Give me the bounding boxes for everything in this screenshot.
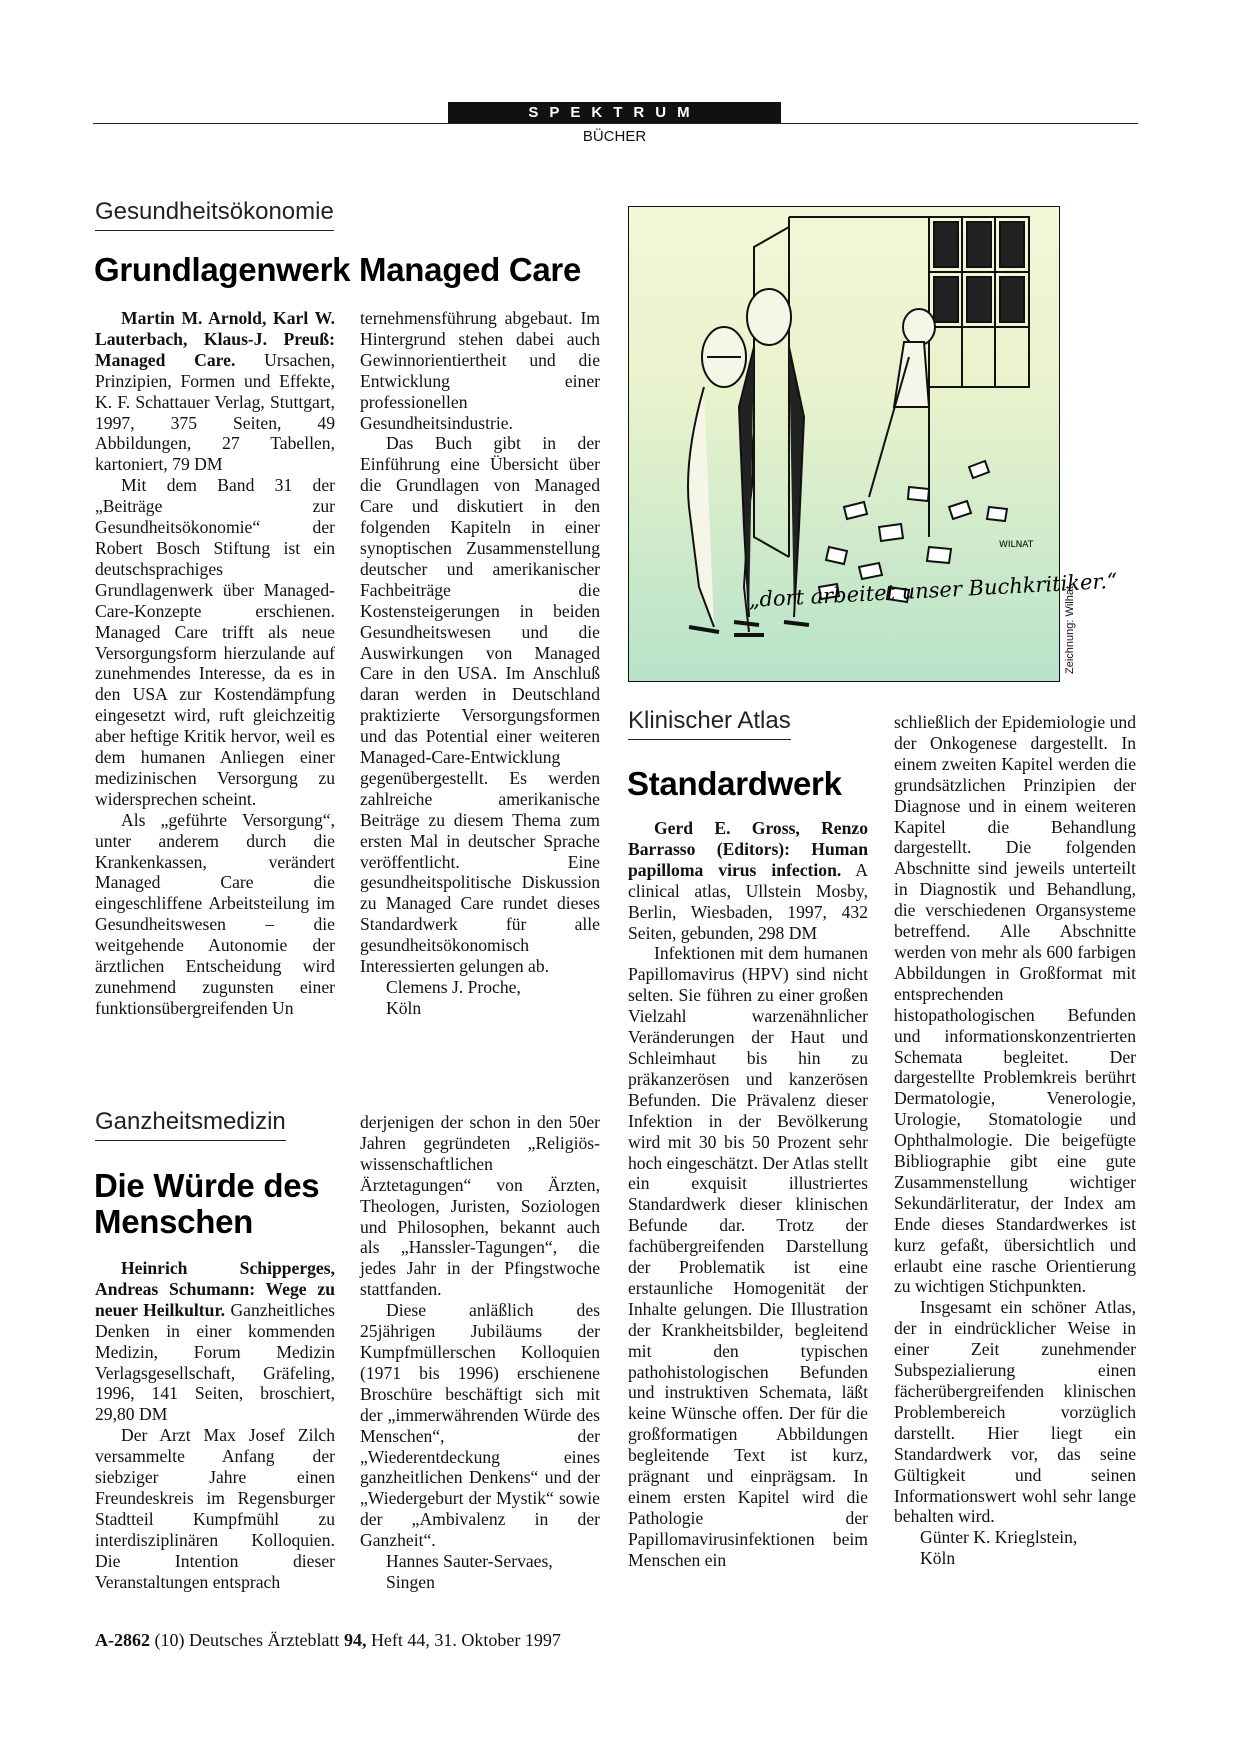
article3-biblio — [628, 818, 868, 943]
article2-biblio-bold: Heinrich Schipperges, Andreas Schumann: Wege zu neuer Heilkultur. — [95, 1258, 335, 1320]
article3-title: Standardwerk — [627, 765, 842, 802]
article3-biblio-rest: A clinical atlas, Ullstein Mosby, Berlin, Wiesbaden, 1997, 432 Seiten, gebunden, 298 DM — [628, 859, 868, 943]
citation-volume: 94, — [343, 1630, 367, 1650]
article1-author: Clemens J. Proche, — [386, 977, 521, 997]
article1-biblio-rest: Ursachen, Prinzipien, Formen und Effekte, K. F. Schattauer Verlag, Stuttgart, 1997, 375 Seiten, 49 Abbildungen, 27 Tabellen, kartoniert, 79 DM — [95, 349, 335, 475]
article2-kicker: Ganzheitsmedizin — [95, 1108, 286, 1141]
article3-city: Köln — [920, 1548, 956, 1569]
article2-paragraph: Der Arzt Max Josef Zilch versammelte Anfang der siebziger Jahre einen Freundeskreis im Regensburger Stadtteil Kumpfmühl zu interdisziplinären Kolloquien. Die Intention dieser Veranstaltungen entsprach — [95, 1425, 335, 1592]
article2-title-line2: Menschen — [94, 1203, 253, 1240]
article2-title — [94, 1168, 394, 1240]
article1-kicker-wrap — [95, 198, 334, 231]
article1-biblio-bold: Martin M. Arnold, Karl W. Lauterbach, Klaus-J. Preuß: Managed Care. — [95, 308, 335, 370]
article3-col2 — [894, 712, 1136, 1569]
article3-paragraph: Insgesamt ein schöner Atlas, der in eindrücklicher Weise in einer Zeit zunehmender Subspezialierung einen fächerübergreifenden klinischen Problembereich vorzüglich darstellt. Hier liegt ein Standardwerk vor, das seine Gültigkeit und seinen Informationswert wohl sehr lange behalten wird. — [894, 1297, 1136, 1527]
article3-author: Günter K. Krieglstein, — [920, 1527, 1078, 1548]
article1-paragraph: ternehmensführung abgebaut. Im Hintergrund stehen dabei auch Gewinnorientiertheit und die Entwicklung einer professionellen Gesundheitsindustrie. — [360, 308, 600, 433]
citation-post: Heft 44, 31. Oktober 1997 — [370, 1630, 561, 1650]
article3-paragraph: Infektionen mit dem humanen Papillomavirus (HPV) sind nicht selten. Sie führen zu einer großen Vielzahl warzenähnlicher Veränderungen der Haut und Schleimhaut bis hin zu präkanzerösen und kanzerösen Befunden. Die Prävalenz dieser Infektion in der Bevölkerung wird mit 30 bis 50 Prozent sehr hoch eingeschätzt. Der Atlas stellt ein exquisit illustriertes Standardwerk dieser klinischen Befunde dar. Trotz der fachübergreifenden Darstellung der Problematik ist eine erstaunliche Homogenität der Inhalte gelungen. Die Illustration der Krankheitsbilder, begleitend mit den typischen pathohistologischen Befunden und instruktiven Schemata, läßt keine Wünsche offen. Der für die großformatigen Abbildungen begleitende Text ist kurz, prägnant und einprägsam. In einem ersten Kapitel wird die Pathologie der Papillomavirusinfektionen beim Menschen ein — [628, 943, 868, 1570]
article1-city: Köln — [386, 997, 422, 1018]
article2-col1 — [95, 1258, 335, 1593]
article1-col1 — [95, 308, 335, 1019]
article2-biblio — [95, 1258, 335, 1425]
article1-paragraph: Das Buch gibt in der Einführung eine Übersicht über die Grundlagen von Managed Care und diskutiert in den folgenden Kapiteln in einer synoptischen Zusammenstellung deutscher und amerikanischer Fachbeiträge die Kostensteigerungen in beiden Gesundheitswesen und die Auswirkungen von Managed Care in den USA. Im Anschluß daran werden in Deutschland praktizierte Versorgungsformen und das Potential einer weiteren Managed-Care-Entwicklung gegenübergestellt. Es werden zahlreiche amerikanische Beiträge zu diesem Thema zum ersten Mal in deutscher Sprache veröffentlicht. Eine gesundheitspolitische Diskussion zu Managed Care rundet dieses Standardwerk für alle gesundheitsökonomisch Interessierten gelungen ab. — [360, 433, 600, 977]
article2-paragraph: Diese anläßlich des 25jährigen Jubiläums der Kumpfmüllerschen Kolloquien (1971 bis 1996) erschienene Broschüre beschäftigt sich mit der „immerwährenden Würde des Menschen“, der „Wiederentdeckung eines ganzheitlichen Denkens“ und der „Wiedergeburt der Mystik“ sowie der „Ambivalenz in der Ganzheit“. — [360, 1300, 600, 1551]
article3-biblio-bold: Gerd E. Gross, Renzo Barrasso (Editors): Human papilloma virus infection. — [628, 818, 868, 880]
header-rule — [93, 123, 1138, 124]
article2-author: Hannes Sauter-Servaes, — [386, 1551, 553, 1572]
article1-paragraph: Mit dem Band 31 der „Beiträge zur Gesundheitsökonomie“ der Robert Bosch Stiftung ist ein deutschsprachiges Grundlagenwerk über Managed-Care-Konzepte erschienen. Managed Care trifft als neue Versorgungsform hierzulande auf zunehmendes Interesse, da es in den USA zur Kostendämpfung eingesetzt wird, ruft gleichzeitig aber heftige Kritik hervor, weil es dem humanen Anliegen einer medizinischen Versorgung zu widersprechen scheint. — [95, 475, 335, 809]
article1-title: Grundlagenwerk Managed Care — [94, 251, 582, 288]
article3-col1 — [628, 818, 868, 1571]
article3-kicker: Klinischer Atlas — [628, 707, 791, 740]
section-label: BÜCHER — [582, 128, 647, 145]
article2-paragraph: derjenigen der schon in den 50er Jahren gegründeten „Religiös-wissenschaftlichen Ärztetagungen“ von Ärzten, Theologen, Juristen, Soziologen und Philosophen, bekannt auch als „Hanssler-Tagungen“, die jedes Jahr in der Pfingstwoche stattfanden. — [360, 1112, 600, 1300]
article2-biblio-rest: Ganzheitliches Denken in einer kommenden Medizin, Forum Medizin Verlagsgesellschaft, Gräfeling, 1996, 141 Seiten, broschiert, 29,80 DM — [95, 1299, 335, 1425]
cartoon-credit: Zeichnung: Wilhat — [1064, 585, 1076, 674]
citation-pre: (10) Deutsches Ärzteblatt — [154, 1630, 340, 1650]
article1-biblio — [95, 308, 335, 475]
article2-kicker-wrap — [95, 1108, 286, 1141]
section-banner: SPEKTRUM — [448, 102, 781, 123]
page-footer — [95, 1630, 561, 1651]
article3-kicker-wrap — [628, 707, 791, 740]
article1-col2 — [360, 308, 600, 1019]
article2-city: Singen — [386, 1571, 435, 1592]
cartoon-caption: „dort arbeitet unser Buchkritiker.“ — [748, 568, 1119, 612]
article3-paragraph: schließlich der Epidemiologie und der Onkogenese dargestellt. In einem zweiten Kapitel werden die grundsätzlichen Prinzipien der Diagnose und in einem weiteren Kapitel die Behandlung dargestellt. Die folgenden Abschnitte sind jeweils unterteilt in Diagnostik und Behandlung, die verschiedenen Organsysteme betreffend. Alle Abschnitte werden von mehr als 600 farbigen Abbildungen in Großformat mit entsprechenden histopathologischen Befunden und informationskonzentrierten Schemata begleitet. Der dargestellte Problemkreis berührt Dermatologie, Venerologie, Urologie, Stomatologie und Ophthalmologie. Die beigefügte Bibliographie gibt eine gute Zusammenstellung wichtiger Sekundärliteratur, der Index am Ende dieses Standardwerkes ist kurz gefaßt, übersichtlich und erlaubt eine rasche Orientierung zu wichtigen Stichpunkten. — [894, 712, 1136, 1297]
page-number: A-2862 — [95, 1630, 150, 1650]
article1-paragraph: Als „geführte Versorgung“, unter anderem durch die Krankenkassen, verändert Managed Care die eingeschliffene Arbeitsteilung im Gesundheitswesen – die weitgehende Autonomie der ärztlichen Entscheidung wird zunehmend zugunsten einer funktionsübergreifenden Un — [95, 809, 335, 1018]
article2-col2 — [360, 1112, 600, 1593]
article1-kicker: Gesundheitsökonomie — [95, 198, 334, 231]
cartoon-signature: WILNAT — [999, 540, 1034, 550]
article2-title-line1: Die Würde des — [94, 1167, 320, 1204]
